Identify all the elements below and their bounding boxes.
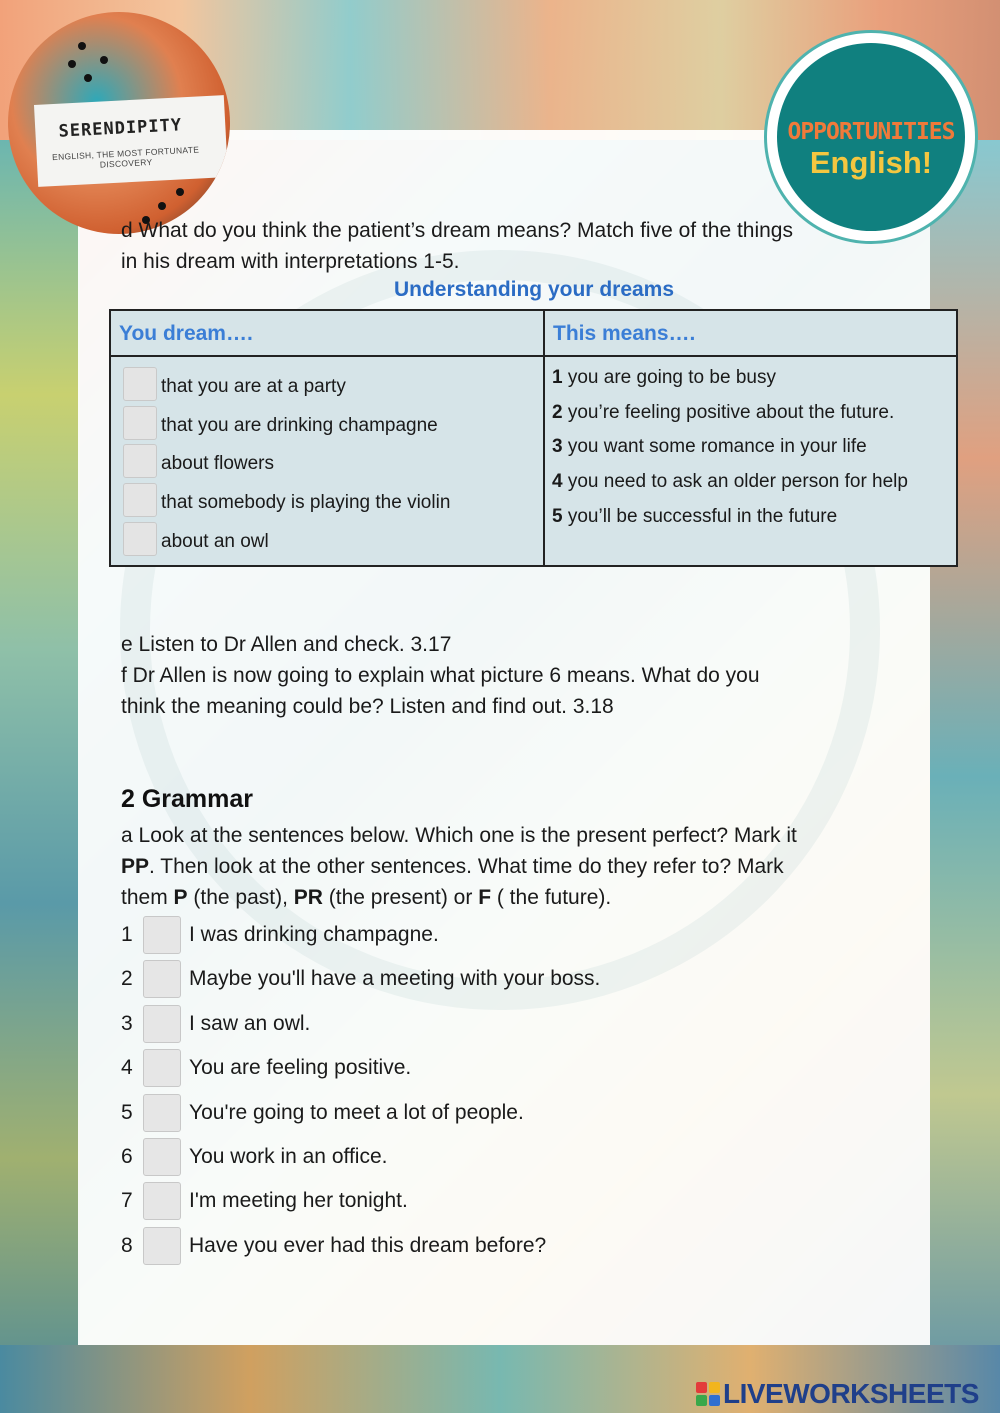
- sentence-number: 1: [121, 923, 133, 946]
- column-header-you-dream: You dream….: [119, 322, 253, 345]
- dream-text: that you are drinking champagne: [161, 415, 438, 436]
- exercise-e: e Listen to Dr Allen and check. 3.17: [121, 633, 452, 656]
- tense-answer-box-2[interactable]: [143, 960, 181, 998]
- tense-answer-box-1[interactable]: [143, 916, 181, 954]
- meaning-row: 2 you’re feeling positive about the future.: [552, 402, 895, 423]
- sentence-number: 4: [121, 1056, 133, 1079]
- exercise-f-line-2: think the meaning could be? Listen and find out. 3.18: [121, 695, 614, 718]
- column-header-this-means: This means….: [553, 322, 696, 345]
- dream-answer-box-5[interactable]: [123, 522, 157, 556]
- sentence-number: 6: [121, 1145, 133, 1168]
- sentence-number: 2: [121, 967, 133, 990]
- meaning-row: 5 you’ll be successful in the future: [552, 506, 838, 527]
- liveworksheets-icon: [696, 1382, 720, 1406]
- dream-answer-box-1[interactable]: [123, 367, 157, 401]
- grammar-intro-line-1: a Look at the sentences below. Which one is the present perfect? Mark it: [121, 824, 797, 847]
- sentence-number: 8: [121, 1234, 133, 1257]
- dream-text: that you are at a party: [161, 376, 346, 397]
- tense-answer-box-5[interactable]: [143, 1094, 181, 1132]
- dream-answer-box-2[interactable]: [123, 406, 157, 440]
- grammar-intro-line-2: PP. Then look at the other sentences. What time do they refer to? Mark: [121, 855, 784, 878]
- sentence-number: 3: [121, 1012, 133, 1035]
- sentence-text: I was drinking champagne.: [189, 923, 439, 946]
- meaning-row: 3 you want some romance in your life: [552, 436, 867, 457]
- tense-answer-box-4[interactable]: [143, 1049, 181, 1087]
- tense-answer-box-7[interactable]: [143, 1182, 181, 1220]
- dream-text: that somebody is playing the violin: [161, 492, 451, 513]
- logo-title: SERENDIPITY: [58, 115, 183, 142]
- logo-paper-band: [34, 95, 228, 187]
- exercise-d-line-1: d What do you think the patient’s dream means? Match five of the things: [121, 219, 793, 242]
- sentence-text: I'm meeting her tonight.: [189, 1189, 408, 1212]
- dream-matching-table: [109, 309, 958, 567]
- sentence-text: Maybe you'll have a meeting with your boss.: [189, 967, 601, 990]
- sentence-number: 7: [121, 1189, 133, 1212]
- painted-background-left: [0, 140, 80, 1413]
- grammar-intro-line-3: them P (the past), PR (the present) or F ( the future).: [121, 886, 612, 909]
- sentence-text: I saw an owl.: [189, 1012, 311, 1035]
- tense-answer-box-3[interactable]: [143, 1005, 181, 1043]
- grammar-heading: 2 Grammar: [121, 785, 254, 813]
- sentence-number: 5: [121, 1101, 133, 1124]
- opportunities-english-logo: [764, 30, 978, 244]
- sentence-text: Have you ever had this dream before?: [189, 1234, 547, 1257]
- dream-answer-box-4[interactable]: [123, 483, 157, 517]
- tense-answer-box-8[interactable]: [143, 1227, 181, 1265]
- meaning-row: 4 you need to ask an older person for help: [552, 471, 908, 492]
- serendipity-logo: [8, 12, 230, 234]
- tense-answer-box-6[interactable]: [143, 1138, 181, 1176]
- logo-word-english: English!: [809, 145, 933, 180]
- exercise-f-line-1: f Dr Allen is now going to explain what picture 6 means. What do you: [121, 664, 760, 687]
- logo-word-opportunities: OPPORTUNITIES: [787, 119, 955, 145]
- meaning-row: 1 you are going to be busy: [552, 367, 776, 388]
- dream-text: about flowers: [161, 453, 275, 474]
- sentence-text: You're going to meet a lot of people.: [189, 1101, 524, 1124]
- table-title: Understanding your dreams: [393, 278, 675, 301]
- dream-answer-box-3[interactable]: [123, 444, 157, 478]
- dream-text: about an owl: [161, 531, 269, 552]
- logo-subtitle: ENGLISH, THE MOST FORTUNATE DISCOVERY: [51, 144, 200, 170]
- sentence-text: You work in an office.: [189, 1145, 388, 1168]
- liveworksheets-brand: [696, 1376, 979, 1412]
- exercise-d-line-2: in his dream with interpretations 1-5.: [121, 250, 460, 273]
- liveworksheets-wordmark: LIVEWORKSHEETS: [723, 1378, 979, 1409]
- sentence-text: You are feeling positive.: [189, 1056, 412, 1079]
